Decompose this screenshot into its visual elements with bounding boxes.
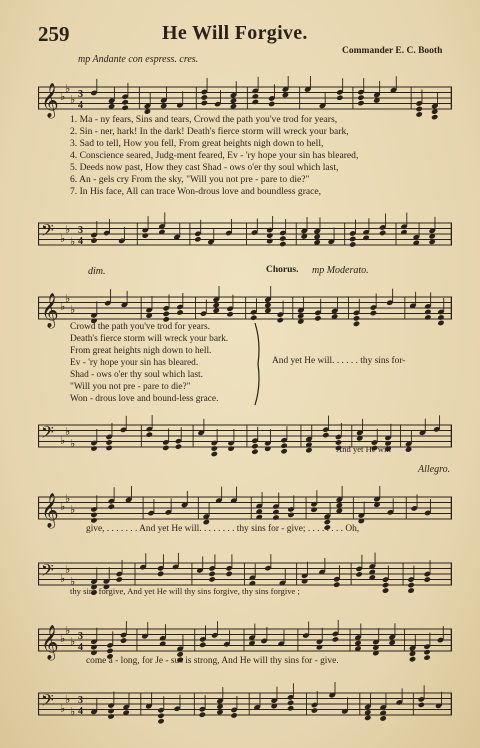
note-icon bbox=[357, 94, 364, 100]
flat-icon: ♭ bbox=[60, 572, 66, 585]
note-icon bbox=[211, 451, 218, 457]
note-icon bbox=[336, 508, 343, 514]
note-icon bbox=[106, 648, 113, 654]
time-signature-icon: 3 bbox=[78, 89, 83, 100]
treble-staff-4 bbox=[38, 618, 452, 660]
note-icon bbox=[90, 512, 97, 518]
note-icon bbox=[105, 445, 112, 451]
note-icon bbox=[311, 707, 318, 713]
note-icon bbox=[305, 447, 312, 453]
note-icon bbox=[336, 95, 343, 101]
bass-staff-lines bbox=[38, 212, 452, 256]
note-icon bbox=[379, 715, 386, 721]
note-icon bbox=[272, 509, 279, 515]
note-icon bbox=[199, 711, 206, 717]
note-icon bbox=[230, 103, 237, 109]
bass-clef-icon: 𝄢 bbox=[41, 560, 54, 584]
note-icon bbox=[266, 232, 273, 238]
note-icon bbox=[423, 649, 430, 655]
note-icon bbox=[252, 99, 259, 105]
verse-5: 5. Deeds now past, How they cast Shad - ows o'er thy soul which last, bbox=[70, 162, 339, 173]
time-signature-icon: 4 bbox=[78, 236, 83, 247]
note-icon bbox=[121, 99, 128, 105]
note-icon bbox=[322, 432, 329, 438]
note-icon bbox=[264, 446, 271, 452]
note-icon bbox=[407, 587, 414, 593]
note-icon bbox=[301, 578, 308, 584]
note-icon bbox=[353, 315, 360, 321]
refrain-line-4: Ev - 'ry hope your sin has bleared. bbox=[70, 358, 199, 368]
note-icon bbox=[251, 443, 258, 449]
treble-clef-icon: 𝄞 bbox=[41, 625, 59, 660]
time-signature-icon: 4 bbox=[78, 100, 83, 111]
treble-clef-icon: 𝄞 bbox=[41, 493, 59, 528]
note-icon bbox=[90, 445, 97, 451]
refrain-line-7: Won - drous love and bound-less grace. bbox=[70, 394, 219, 404]
note-icon bbox=[105, 439, 112, 445]
refrain-line-6: "Will you not pre - pare to die?" bbox=[70, 382, 191, 392]
chorus-line-3: come a - long, for Je - sus is strong, And He will thy sins for - give. bbox=[86, 656, 339, 666]
hymn-number: 259 bbox=[38, 22, 70, 46]
bass-staff-lines bbox=[38, 682, 452, 726]
verse-1: 1. Ma - ny fears, Sins and tears, Crowd the path you've trod for years, bbox=[70, 114, 338, 125]
treble-clef-icon: 𝄞 bbox=[41, 83, 59, 118]
note-icon bbox=[157, 571, 164, 577]
note-icon bbox=[362, 235, 369, 241]
note-icon bbox=[332, 636, 339, 642]
note-icon bbox=[142, 232, 149, 238]
note-icon bbox=[201, 94, 208, 100]
verse-6: 6. An - gels cry From the sky, "Will you not pre - pare to die?" bbox=[70, 174, 310, 185]
flat-icon: ♭ bbox=[60, 500, 66, 513]
flat-icon: ♭ bbox=[70, 503, 76, 516]
note-icon bbox=[437, 314, 444, 320]
note-icon bbox=[349, 236, 356, 242]
note-icon bbox=[230, 712, 237, 718]
flat-icon: ♭ bbox=[65, 425, 71, 438]
treble-staff-3 bbox=[38, 486, 452, 528]
bass-staff-3 bbox=[38, 552, 452, 588]
note-icon bbox=[90, 644, 97, 650]
flat-icon: ♭ bbox=[60, 300, 66, 313]
flat-icon: ♭ bbox=[70, 635, 76, 648]
refrain-line-1: Crowd the path you've trod for years. bbox=[70, 322, 210, 332]
note-icon bbox=[252, 93, 259, 99]
flat-icon: ♭ bbox=[70, 575, 76, 588]
note-icon bbox=[418, 702, 425, 708]
note-icon bbox=[201, 100, 208, 106]
treble-clef-icon: 𝄞 bbox=[41, 293, 59, 328]
composer-credit: Commander E. C. Booth bbox=[342, 46, 443, 56]
note-icon bbox=[163, 311, 170, 317]
flat-icon: ♭ bbox=[60, 434, 66, 447]
refrain-line-5: Shad - ows o'er thy soul which last. bbox=[70, 370, 203, 380]
note-icon bbox=[424, 309, 431, 315]
note-icon bbox=[280, 443, 287, 449]
flat-icon: ♭ bbox=[70, 235, 76, 248]
opening-tempo: mp Andante con espress. cres. bbox=[78, 54, 199, 65]
note-icon bbox=[230, 98, 237, 104]
hymn-title: He Will Forgive. bbox=[162, 22, 308, 44]
note-icon bbox=[364, 715, 371, 721]
allegro-marking: Allegro. bbox=[418, 464, 451, 475]
flat-icon: ♭ bbox=[60, 232, 66, 245]
note-icon bbox=[409, 656, 416, 662]
treble-staff-1 bbox=[38, 76, 452, 118]
note-icon bbox=[146, 431, 153, 437]
note-icon bbox=[90, 649, 97, 655]
chorus-line-1: And yet He will. . . . . . thy sins for- bbox=[272, 356, 406, 366]
note-icon bbox=[280, 448, 287, 454]
bass-clef-icon: 𝄢 bbox=[41, 422, 54, 446]
note-icon bbox=[415, 111, 422, 117]
chorus-bass-lyric-1: And yet He will bbox=[336, 444, 392, 454]
note-icon bbox=[349, 241, 356, 247]
note-icon bbox=[107, 708, 114, 714]
chorus-line-2: give, . . . . . . . And yet He will. . . . . . . . thy sins for - give; . . . . . . . . Oh, bbox=[86, 524, 360, 534]
chorus-bass-lyric-2: thy sins forgive, And yet He will thy sins forgive, thy sins forgive ; bbox=[70, 586, 300, 596]
note-icon bbox=[382, 582, 389, 588]
note-icon bbox=[199, 642, 206, 648]
note-icon bbox=[279, 235, 286, 241]
note-icon bbox=[211, 445, 218, 451]
note-icon bbox=[108, 503, 115, 509]
note-icon bbox=[121, 105, 128, 111]
note-icon bbox=[208, 571, 215, 577]
bass-staff-1 bbox=[38, 212, 452, 248]
note-icon bbox=[437, 320, 444, 326]
note-icon bbox=[316, 644, 323, 650]
note-icon bbox=[162, 445, 169, 451]
time-signature-icon: 3 bbox=[78, 631, 83, 642]
time-signature-icon: 4 bbox=[78, 706, 83, 717]
time-signature-icon: 4 bbox=[78, 642, 83, 653]
note-icon bbox=[424, 576, 431, 582]
chorus-tempo: mp Moderato. bbox=[312, 265, 369, 276]
flat-icon: ♭ bbox=[65, 492, 71, 505]
note-icon bbox=[226, 311, 233, 317]
verse-4: 4. Conscience seared, Judg-ment feared, Ev - 'ry hope your sin has bleared, bbox=[70, 150, 359, 161]
time-signature-icon: 3 bbox=[78, 695, 83, 706]
note-icon bbox=[415, 106, 422, 112]
flat-icon: ♭ bbox=[65, 292, 71, 305]
note-icon bbox=[116, 576, 123, 582]
note-icon bbox=[310, 507, 317, 513]
note-icon bbox=[250, 315, 257, 321]
note-icon bbox=[279, 241, 286, 247]
note-icon bbox=[90, 237, 97, 243]
refrain-brace bbox=[254, 322, 262, 406]
note-icon bbox=[225, 571, 232, 577]
time-signature-icon: 3 bbox=[78, 225, 83, 236]
refrain-line-2: Death's fierce storm will wreck your bark. bbox=[70, 334, 229, 344]
note-icon bbox=[176, 309, 183, 315]
flat-icon: ♭ bbox=[70, 705, 76, 718]
flat-icon: ♭ bbox=[65, 223, 71, 236]
note-icon bbox=[227, 445, 234, 451]
refrain-line-3: From great heights nigh down to hell. bbox=[70, 346, 212, 356]
note-icon bbox=[157, 713, 164, 719]
note-icon bbox=[379, 230, 386, 236]
verse-7: 7. In His face, All can trace Won-drous love and boundless grace, bbox=[70, 186, 322, 197]
note-icon bbox=[287, 700, 294, 706]
note-icon bbox=[423, 654, 430, 660]
note-icon bbox=[314, 315, 321, 321]
note-icon bbox=[208, 576, 215, 582]
flat-icon: ♭ bbox=[60, 632, 66, 645]
note-icon bbox=[357, 100, 364, 106]
note-icon bbox=[90, 517, 97, 523]
verse-3: 3. Sad to tell, How you fell, From great heights nigh down to hell, bbox=[70, 138, 324, 149]
verse-2: 2. Sin - ner, hark! In the dark! Death's fierce storm will wreck your bark, bbox=[70, 126, 349, 137]
note-icon bbox=[251, 448, 258, 454]
flat-icon: ♭ bbox=[65, 693, 71, 706]
note-icon bbox=[333, 581, 340, 587]
note-icon bbox=[336, 502, 343, 508]
note-icon bbox=[266, 238, 273, 244]
flat-icon: ♭ bbox=[70, 437, 76, 450]
note-icon bbox=[175, 443, 182, 449]
flat-icon: ♭ bbox=[60, 702, 66, 715]
note-icon bbox=[431, 114, 438, 120]
note-icon bbox=[107, 713, 114, 719]
note-icon bbox=[407, 582, 414, 588]
flat-icon: ♭ bbox=[65, 563, 71, 576]
note-icon bbox=[382, 587, 389, 593]
note-icon bbox=[159, 641, 166, 647]
note-icon bbox=[194, 236, 201, 242]
chorus-label: Chorus. bbox=[266, 265, 299, 275]
flat-icon: ♭ bbox=[65, 624, 71, 637]
note-icon bbox=[353, 321, 360, 327]
note-icon bbox=[287, 512, 294, 518]
note-icon bbox=[120, 637, 127, 643]
flat-icon: ♭ bbox=[60, 90, 66, 103]
bass-staff-4 bbox=[38, 682, 452, 718]
dim-marking: dim. bbox=[88, 266, 106, 277]
flat-icon: ♭ bbox=[70, 303, 76, 316]
flat-icon: ♭ bbox=[65, 82, 71, 95]
bass-clef-icon: 𝄢 bbox=[41, 220, 54, 244]
note-icon bbox=[277, 317, 284, 323]
flat-icon: ♭ bbox=[70, 93, 76, 106]
note-icon bbox=[157, 718, 164, 724]
note-icon bbox=[355, 571, 362, 577]
note-icon bbox=[424, 314, 431, 320]
note-icon bbox=[272, 514, 279, 520]
note-icon bbox=[268, 101, 275, 107]
bass-clef-icon: 𝄢 bbox=[41, 690, 54, 714]
note-icon bbox=[370, 310, 377, 316]
note-icon bbox=[287, 705, 294, 711]
